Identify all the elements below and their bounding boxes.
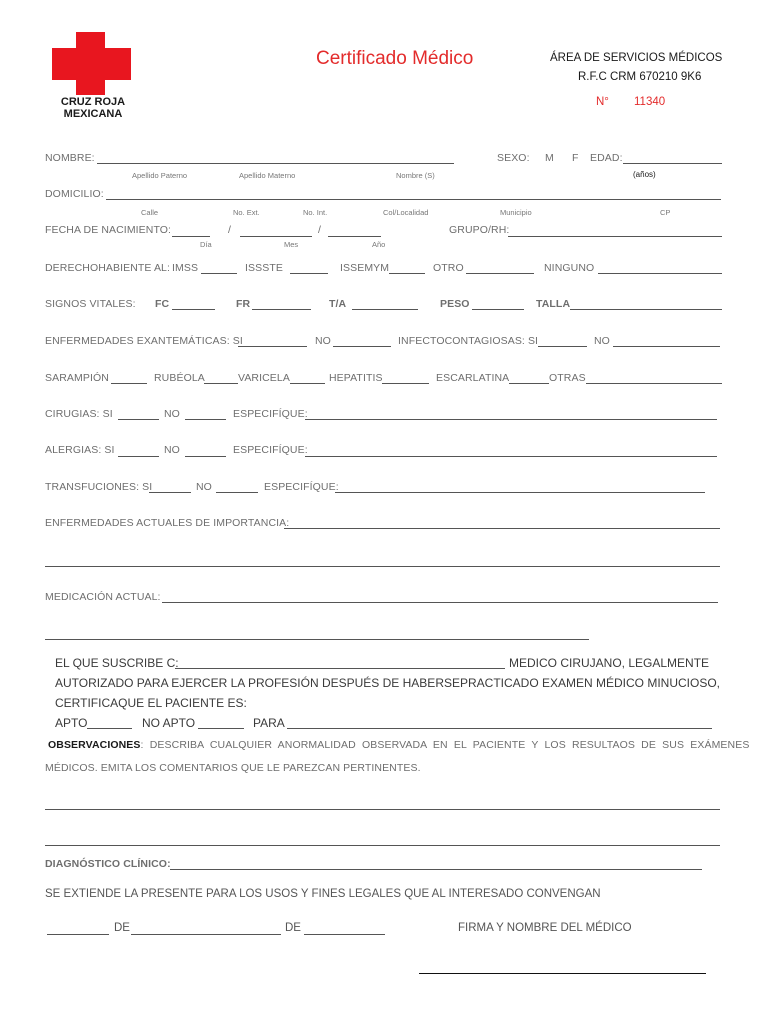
anos-caption: (años) (633, 170, 656, 179)
cirugias-label: CIRUGIAS: SI (45, 408, 113, 420)
no-int-caption: No. Int. (303, 208, 328, 217)
firma-field[interactable] (419, 973, 706, 974)
issste-label: ISSSTE (245, 262, 283, 274)
medicacion-label: MEDICACIÓN ACTUAL: (45, 591, 161, 603)
folio-number: 11340 (634, 96, 666, 108)
date-slash-1: / (228, 224, 232, 236)
mes-caption: Mes (284, 240, 299, 249)
enf-actuales-field-2[interactable] (45, 566, 720, 567)
domicilio-label: DOMICILIO: (45, 188, 104, 200)
ta-field[interactable] (352, 309, 418, 310)
enf-actuales-field[interactable] (284, 528, 720, 529)
no-ext-caption: No. Ext. (233, 208, 260, 217)
cert-line-3: CERTIFICAQUE EL PACIENTE ES: (55, 696, 247, 710)
calle-caption: Calle (141, 208, 159, 217)
cert-line-2: AUTORIZADO PARA EJERCER LA PROFESIÓN DESPUÉS DE HABERSEPRACTICADO EXAMEN MÉDICO MINUCIOSO, (55, 676, 721, 690)
peso-field[interactable] (472, 309, 524, 310)
apellido-paterno-caption: Apellido Paterno (132, 171, 188, 180)
peso-label: PESO (440, 298, 470, 310)
infecto-no-field[interactable] (613, 346, 720, 347)
alergias-especifique-label: ESPECIFÍQUE: (233, 444, 308, 456)
para-field[interactable] (287, 728, 712, 729)
fecha-ano-field[interactable] (304, 934, 385, 935)
issemym-field[interactable] (389, 273, 425, 274)
fecha-dia-field[interactable] (47, 934, 109, 935)
grupo-field[interactable] (508, 236, 722, 237)
fr-label: FR (236, 298, 251, 310)
suscribe-label: EL QUE SUSCRIBE C: (55, 656, 179, 670)
issemym-label: ISSEMYM (340, 262, 390, 274)
infecto-label: INFECTOCONTAGIOSAS: SI (398, 335, 539, 347)
exantematicas-si-field[interactable] (238, 346, 307, 347)
observaciones-label: OBSERVACIONES (48, 739, 141, 751)
talla-label: TALLA (536, 298, 571, 310)
otro-label: OTRO (433, 262, 464, 274)
medicacion-field[interactable] (162, 602, 718, 603)
hepatitis-label: HEPATITIS (329, 372, 383, 384)
municipio-caption: Municipio (500, 208, 532, 217)
cirugias-especifique-label: ESPECIFÍQUE: (233, 408, 308, 420)
observaciones-text-1: : DESCRIBA CUALQUIER ANORMALIDAD OBSERVADA EN EL PACIENTE Y LOS RESULTAOS DE SUS EXÁMENES (140, 739, 750, 751)
alergias-label: ALERGIAS: SI (45, 444, 115, 456)
transfusiones-si-field[interactable] (149, 492, 191, 493)
fecha-mes-field[interactable] (131, 934, 281, 935)
cirugias-no-field[interactable] (185, 419, 226, 420)
derecho-label: DERECHOHABIENTE AL: (45, 262, 171, 274)
sexo-label: SEXO: (497, 152, 530, 164)
ano-field[interactable] (328, 236, 381, 237)
ta-label: T/A (329, 298, 347, 310)
alergias-especifique-field[interactable] (305, 456, 717, 457)
exantematicas-no-label: NO (315, 335, 331, 347)
infecto-no-label: NO (594, 335, 610, 347)
varicela-field[interactable] (290, 383, 325, 384)
fc-label: FC (155, 298, 170, 310)
observaciones-line-1 (48, 739, 749, 751)
apellido-materno-caption: Apellido Materno (239, 171, 296, 180)
transfusiones-especifique-label: ESPECIFÍQUE: (264, 481, 339, 493)
cirugias-especifique-field[interactable] (305, 419, 717, 420)
firma-label: FIRMA Y NOMBRE DEL MÉDICO (458, 922, 632, 934)
ninguno-label: NINGUNO (544, 262, 595, 274)
infecto-si-field[interactable] (538, 346, 587, 347)
edad-field[interactable] (623, 163, 722, 164)
cirugias-no-label: NO (164, 408, 180, 420)
domicilio-field[interactable] (106, 199, 721, 200)
signos-label: SIGNOS VITALES: (45, 298, 136, 310)
edad-label: EDAD: (590, 152, 623, 164)
observaciones-text-2: MÉDICOS. EMITA LOS COMENTARIOS QUE LE PAREZCAN PERTINENTES. (45, 762, 421, 774)
para-label: PARA (253, 716, 285, 730)
rubeola-label: RUBÉOLA (154, 372, 205, 384)
otras-field[interactable] (586, 383, 722, 384)
imss-field[interactable] (201, 273, 237, 274)
cirugias-si-field[interactable] (118, 419, 159, 420)
alergias-no-field[interactable] (185, 456, 226, 457)
dia-field[interactable] (172, 236, 210, 237)
observaciones-field-1[interactable] (45, 809, 720, 810)
ano-caption: Año (372, 240, 386, 249)
otro-field[interactable] (466, 273, 534, 274)
fecha-nac-label: FECHA DE NACIMIENTO: (45, 224, 172, 236)
escarlatina-field[interactable] (509, 383, 549, 384)
transfusiones-no-field[interactable] (216, 492, 258, 493)
medico-cirujano-label: MEDICO CIRUJANO, LEGALMENTE (509, 656, 710, 670)
exantematicas-label: ENFERMEDADES EXANTEMÁTICAS: SI (45, 335, 243, 347)
date-slash-2: / (318, 224, 322, 236)
red-cross-bar (52, 48, 131, 80)
folio-label: N° (596, 96, 609, 108)
sarampion-label: SARAMPIÓN (45, 372, 109, 384)
talla-field[interactable] (570, 309, 722, 310)
apto-label: APTO (55, 716, 88, 730)
rfc-label: R.F.C CRM 670210 9K6 (578, 71, 702, 83)
no-apto-label: NO APTO (142, 716, 196, 730)
hepatitis-field[interactable] (382, 383, 429, 384)
enf-actuales-label: ENFERMEDADES ACTUALES DE IMPORTANCIA: (45, 517, 290, 529)
transfusiones-label: TRANSFUCIONES: SI (45, 481, 153, 493)
diagnostico-field[interactable] (170, 869, 702, 870)
logo-line-2: MEXICANA (63, 108, 123, 120)
no-apto-field[interactable] (198, 728, 244, 729)
transfusiones-no-label: NO (196, 481, 212, 493)
grupo-label: GRUPO/RH: (449, 224, 510, 236)
nombre-field[interactable] (97, 163, 454, 164)
document-title: Certificado Médico (316, 48, 474, 69)
medicacion-field-2[interactable] (45, 639, 589, 640)
varicela-label: VARICELA (238, 372, 290, 384)
dia-caption: Día (200, 240, 212, 249)
otras-label: OTRAS (549, 372, 586, 384)
medico-nombre-field[interactable] (175, 668, 505, 669)
de-label-2: DE (285, 922, 301, 934)
sexo-m-option[interactable]: M (545, 152, 554, 164)
fc-field[interactable] (172, 309, 215, 310)
alergias-si-field[interactable] (118, 456, 159, 457)
logo-text (50, 96, 136, 120)
imss-label: IMSS (172, 262, 199, 274)
nombre-label: NOMBRE: (45, 152, 95, 164)
apto-field[interactable] (87, 728, 132, 729)
de-label-1: DE (114, 922, 130, 934)
escarlatina-label: ESCARLATINA (436, 372, 510, 384)
issste-field[interactable] (290, 273, 328, 274)
area-label: ÁREA DE SERVICIOS MÉDICOS (550, 52, 723, 64)
fr-field[interactable] (252, 309, 311, 310)
sexo-f-option[interactable]: F (572, 152, 579, 164)
mes-field[interactable] (240, 236, 312, 237)
transfusiones-especifique-field[interactable] (335, 492, 705, 493)
rubeola-field[interactable] (204, 383, 238, 384)
nombres-caption: Nombre (S) (396, 171, 435, 180)
cp-caption: CP (660, 208, 671, 217)
diagnostico-label: DIAGNÓSTICO CLÍNICO: (45, 858, 171, 870)
logo-line-1: CRUZ ROJA (60, 96, 126, 108)
observaciones-field-2[interactable] (45, 845, 720, 846)
alergias-no-label: NO (164, 444, 180, 456)
sarampion-field[interactable] (111, 383, 147, 384)
extiende-text: SE EXTIENDE LA PRESENTE PARA LOS USOS Y FINES LEGALES QUE AL INTERESADO CONVENGAN (45, 888, 601, 900)
ninguno-field[interactable] (598, 273, 722, 274)
exantematicas-no-field[interactable] (333, 346, 391, 347)
col-caption: Col/Localidad (383, 208, 429, 217)
